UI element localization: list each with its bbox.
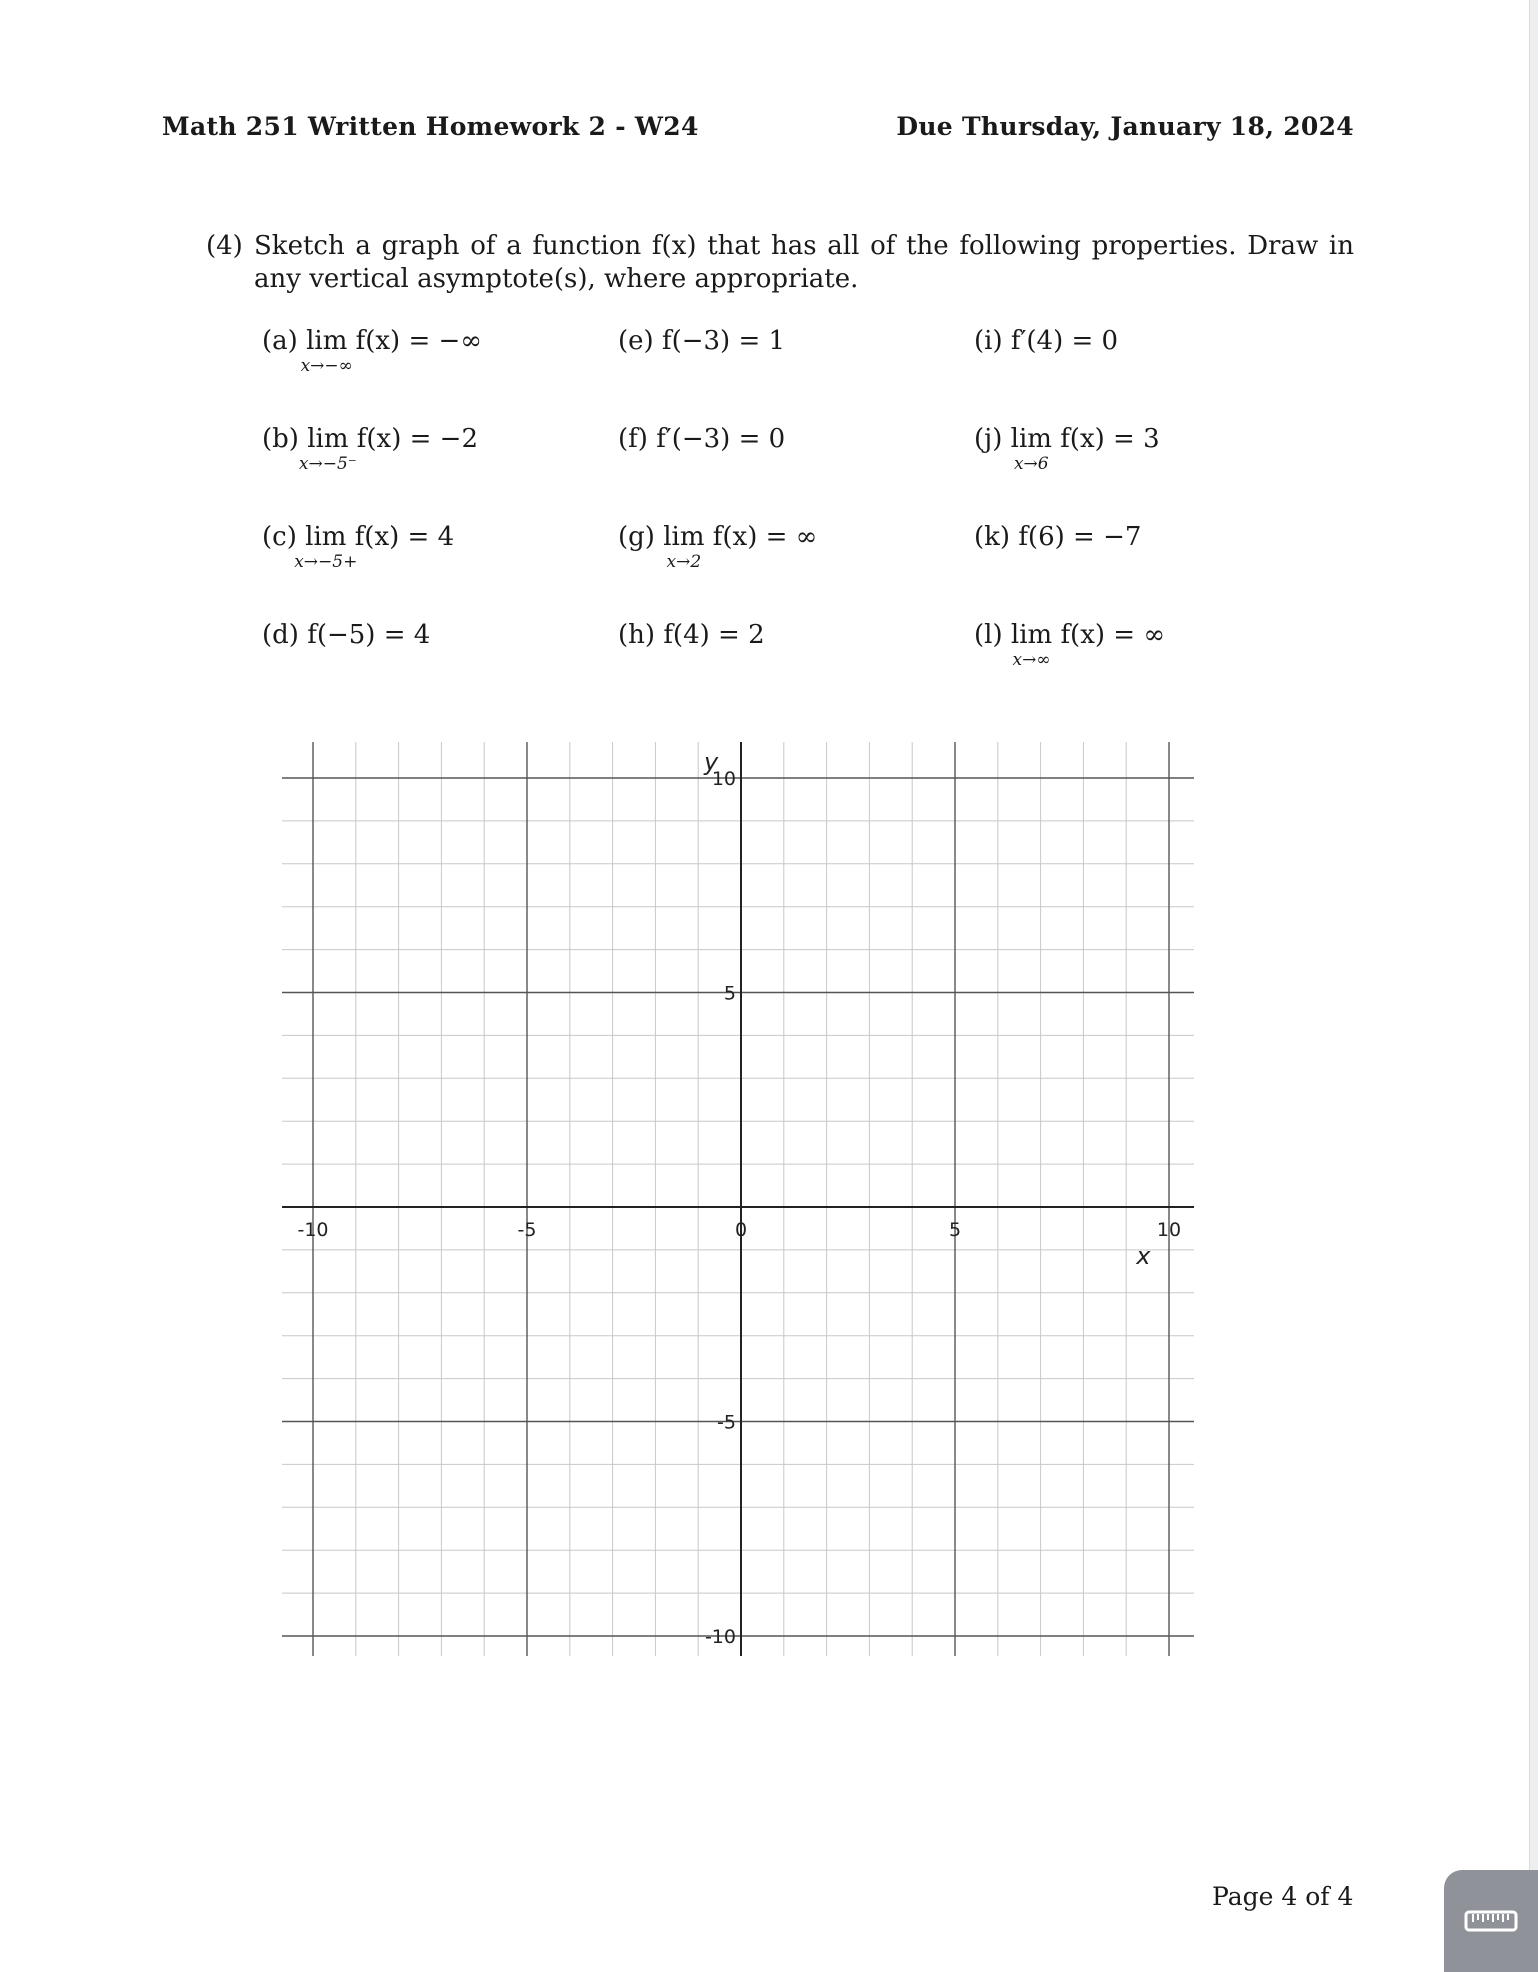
x-tick-label: 0 <box>734 1219 748 1241</box>
y-tick-label: 5 <box>723 982 736 1005</box>
due-date: Due Thursday, January 18, 2024 <box>896 112 1354 141</box>
lim-word: lim <box>306 326 348 356</box>
lim-word: lim <box>307 424 349 454</box>
property-g <box>618 522 818 572</box>
property-expression: f(x) = 3 <box>1060 424 1160 454</box>
property-label: (c) <box>262 522 297 552</box>
limit-operator <box>294 522 358 572</box>
ruler-button[interactable] <box>1444 1870 1538 1972</box>
property-label: (b) <box>262 424 299 454</box>
property-expression: f(x) = −2 <box>356 424 478 454</box>
x-tick-label: 10 <box>1156 1219 1182 1241</box>
y-tick-label: -5 <box>717 1411 736 1434</box>
property-label: (d) <box>262 620 299 650</box>
lim-word: lim <box>663 522 705 552</box>
limit-operator <box>663 522 705 572</box>
property-expression: f′(4) = 0 <box>1010 326 1119 356</box>
x-axis-label: x <box>1136 1242 1151 1270</box>
page-number: Page 4 of 4 <box>1212 1882 1354 1911</box>
property-expression: f(6) = −7 <box>1018 522 1142 552</box>
property-expression: f(−3) = 1 <box>661 326 786 356</box>
y-tick-label: -10 <box>704 1626 736 1648</box>
problem-number: (4) <box>206 231 243 261</box>
y-tick-label: 10 <box>711 768 736 790</box>
property-j <box>974 424 1160 474</box>
property-label: (k) <box>974 522 1011 552</box>
property-expression: f(x) = −∞ <box>355 326 482 356</box>
limit-subscript: x→−5+ <box>294 552 358 572</box>
lim-word: lim <box>1010 620 1053 650</box>
limit-operator <box>1010 424 1052 474</box>
x-tick-label: -10 <box>297 1219 329 1241</box>
page-edge <box>1529 0 1538 1972</box>
property-label: (l) <box>974 620 1003 650</box>
problem-text: Sketch a graph of a function f(x) that has all of the following properties. Draw in any vertical asymptote(s), where appropriate. <box>254 231 1354 294</box>
lim-word: lim <box>305 522 347 552</box>
property-f <box>618 424 785 454</box>
property-expression: f(x) = ∞ <box>712 522 818 552</box>
property-k <box>974 522 1141 552</box>
page-header <box>162 112 1354 141</box>
limit-operator <box>300 326 353 376</box>
x-tick-label: 5 <box>948 1219 962 1241</box>
lim-word: lim <box>1010 424 1052 454</box>
property-a <box>262 326 482 376</box>
property-h <box>618 620 765 650</box>
limit-subscript: x→2 <box>666 552 702 572</box>
property-expression: f(x) = 4 <box>354 522 455 552</box>
property-label: (g) <box>618 522 655 552</box>
limit-subscript: x→∞ <box>1012 650 1051 670</box>
property-i <box>974 326 1118 356</box>
property-c <box>262 522 455 572</box>
property-expression: f(4) = 2 <box>663 620 765 650</box>
property-label: (h) <box>618 620 656 650</box>
property-expression: f′(−3) = 0 <box>656 424 786 454</box>
property-b <box>262 424 478 474</box>
property-expression: f(−5) = 4 <box>307 620 431 650</box>
property-label: (f) <box>618 424 648 454</box>
x-tick-label: -5 <box>517 1219 537 1241</box>
problem-statement <box>206 230 1354 296</box>
property-l <box>974 620 1165 670</box>
property-label: (e) <box>618 326 654 356</box>
property-label: (a) <box>262 326 298 356</box>
property-label: (i) <box>974 326 1003 356</box>
course-title: Math 251 Written Homework 2 - W24 <box>162 112 699 141</box>
property-d <box>262 620 430 650</box>
limit-subscript: x→6 <box>1013 454 1049 474</box>
limit-subscript: x→−5⁻ <box>298 454 357 474</box>
ruler-icon <box>1464 1908 1518 1934</box>
property-label: (j) <box>974 424 1003 454</box>
y-axis-label: y <box>703 748 719 776</box>
property-e <box>618 326 785 356</box>
property-expression: f(x) = ∞ <box>1060 620 1165 650</box>
limit-subscript: x→−∞ <box>300 356 353 376</box>
limit-operator <box>298 424 357 474</box>
limit-operator <box>1010 620 1053 670</box>
